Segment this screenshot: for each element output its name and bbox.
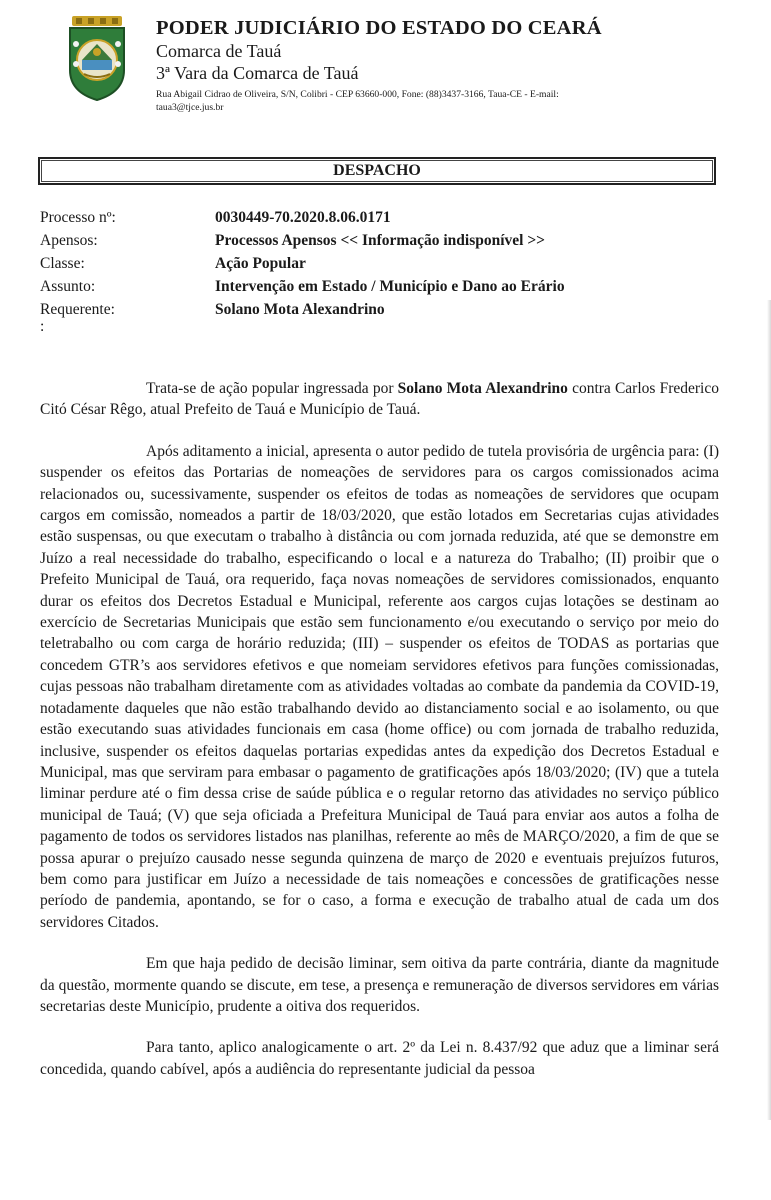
info-value: 0030449-70.2020.8.06.0171: [215, 209, 391, 226]
letterhead: [156, 16, 716, 114]
info-value: Ação Popular: [215, 255, 306, 272]
info-label: Apensos:: [40, 232, 98, 249]
info-row: [40, 252, 720, 275]
document-body: [40, 378, 719, 1100]
stray-colon: :: [40, 318, 45, 335]
info-label: Classe:: [40, 255, 85, 272]
info-label: Requerente:: [40, 301, 115, 318]
info-value: Intervenção em Estado / Município e Dano ao Erário: [215, 278, 565, 295]
email-line: taua3@tjce.jus.br: [156, 102, 224, 113]
paragraph-requests: Após aditamento a inicial, apresenta o autor pedido de tutela provisória de urgência para: (I) suspender os efeitos das Portarias de nomeações de servidores para os cargos comissionados acima relacionados ou, sucessivamente, suspender os efeitos de todas as nomeações de servidores que ocupam cargos em comissão, nomeados a partir de 18/03/2020, que estão lotados em Secretarias cujas atividades estão suspensas, ou que executam o trabalho à distância ou com jornada reduzida, até que se demonstre em Juízo a real necessidade do trabalho, especificando o local e a natureza do Trabalho; (II) proibir que o Prefeito Municipal de Tauá, ora requerido, faça novas nomeações de servidores comissionados, enquanto durar os efeitos dos Decretos Estadual e Municipal, referente aos cargos cujas lotações se destinam ao exercício de Secretarias Municipais que estão sem funcionamento e/ou executando o serviço por meio do teletrabalho ou com carga de horário reduzida; (III) – suspender os efeitos de TODAS as portarias que concedem GTR’s aos servidores efetivos e que nomeiam servidores efetivos para funções comissionadas, cujas pessoas não trabalham diretamente com as atividades voltadas ao combate da pandemia da COVID-19, notadamente daqueles que não estão trabalhando devido ao distanciamento social e ao isolamento, ou que estão executando suas atividades funcionais em casa (home office) ou com jornada de trabalho reduzida, inclusive, suspender os efeitos daquelas portarias expedidas antes da expedição dos Decretos Estadual e Municipal, mas que serviram para embasar o pagamento de gratificações após 18/03/2020; (IV) que a tutela liminar perdure até o fim dessa crise de saúde pública e o regular retorno das atividades no serviço público municipal de Tauá; (V) que seja oficiada a Prefeitura Municipal de Tauá para enviar aos autos a folha de pagamento de todos os servidores listados nas planilhas, referente ao mês de MARÇO/2020, a fim de que se possa apurar o prejuízo causado nesse segunda quinzena de março de 2020 e eventuais prejuízos futuros, bem como para justificar em Juízo a necessidade de tais nomeações e concessões de gratificações nesse período de pandemia, apontando, se for o caso, a forma e execução de trabalho atual de cada um dos servidores Citados.: [40, 442, 719, 931]
ceara-coat-of-arms-icon: [64, 14, 130, 102]
process-info: [40, 206, 720, 321]
scan-edge: [767, 300, 771, 1120]
info-row: [40, 275, 720, 298]
info-row: [40, 206, 720, 229]
info-value: Solano Mota Alexandrino: [215, 301, 385, 318]
plaintiff-name: Solano Mota Alexandrino: [397, 380, 568, 397]
document-type-box: DESPACHO: [38, 157, 716, 185]
paragraph-text: contra Carlos Frederico Citó César Rêgo, atual Prefeito de Tauá e Município de Tauá.: [40, 380, 719, 419]
info-value: Processos Apensos << Informação indisponível >>: [215, 232, 546, 249]
address-line: Rua Abigail Cidrao de Oliveira, S/N, Colibri - CEP 63660-000, Fone: (88)3437-3166, Taua-CE - E-mail:: [156, 89, 559, 100]
info-label: Processo nº:: [40, 209, 116, 226]
paragraph-text: Trata-se de ação popular ingressada por: [146, 380, 398, 397]
info-row: [40, 229, 720, 252]
court-title: PODER JUDICIÁRIO DO ESTADO DO CEARÁ: [156, 17, 602, 39]
paragraph-considerations: Em que haja pedido de decisão liminar, sem oitiva da parte contrária, diante da magnitude da questão, mormente quando se discute, em tese, a presença e remuneração de diversos servidores em várias secretarias deste Município, prudente a oitiva dos requeridos.: [40, 955, 719, 1015]
paragraph-legal-basis: Para tanto, aplico analogicamente o art. 2º da Lei n. 8.437/92 que aduz que a liminar será concedida, quando cabível, após a audiência do representante judicial da pessoa: [40, 1039, 719, 1078]
info-row: [40, 298, 720, 321]
vara-name: 3ª Vara da Comarca de Tauá: [156, 63, 359, 83]
info-label: Assunto:: [40, 278, 96, 295]
comarca-name: Comarca de Tauá: [156, 41, 282, 61]
paragraph-intro: [40, 378, 719, 421]
